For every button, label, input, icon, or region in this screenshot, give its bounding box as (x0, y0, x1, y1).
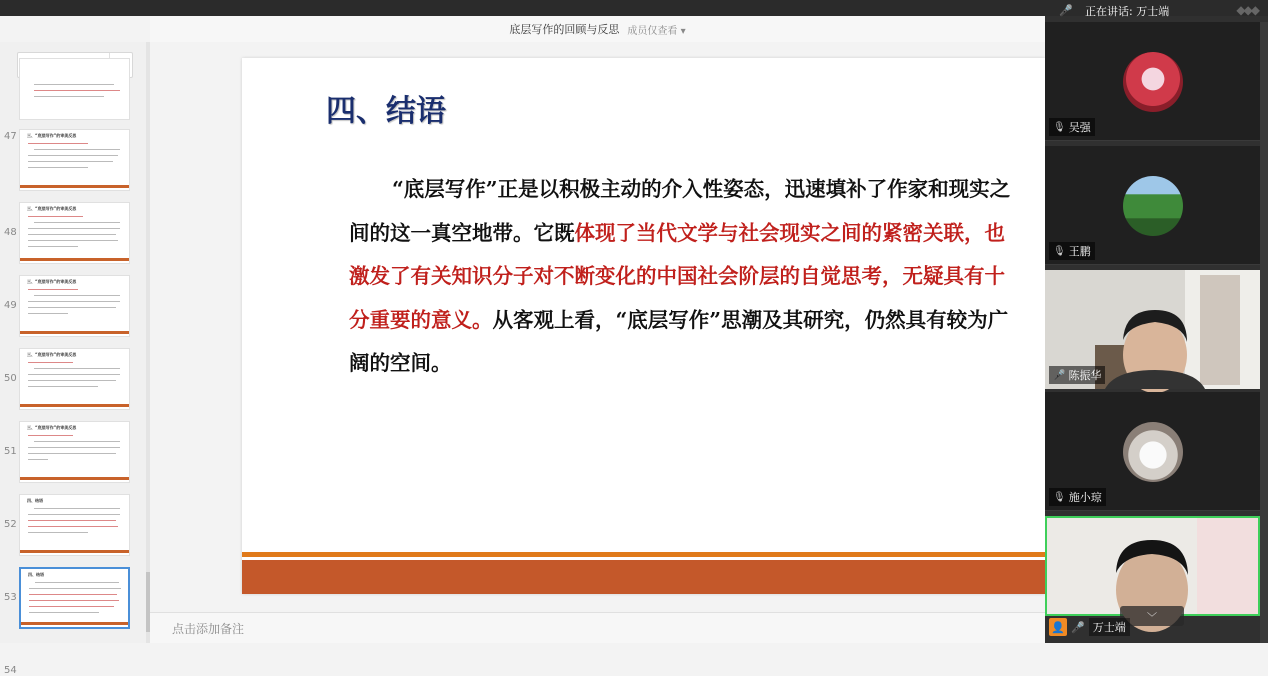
slide-paragraph: “底层写作”正是以积极主动的介入性姿态，迅速填补了作家和现实之间的这一真空地带。它既体现了当代文学与社会现实之间的紧密关联，也激发了有关知识分子对不断变化的中国社会阶层的自觉思考，无疑具有十分重要的意义。从客观上看，“底层写作”思潮及其研究，仍然具有较为广阔的空间。 (349, 177, 1011, 375)
page-number: 53 (4, 592, 17, 603)
footer-accent-bar (242, 560, 1045, 594)
microphone-muted-icon: 🎙 (1053, 491, 1066, 503)
participant-name-tag: 🎙 王鹏 (1049, 242, 1095, 260)
page-thumbnail[interactable]: 三、“底层写作”的审美反思 (19, 421, 130, 483)
self-control-bar (1045, 616, 1260, 638)
slide-heading: 四、结语 (326, 94, 446, 129)
notes-placeholder[interactable]: 点击添加备注 (172, 621, 245, 636)
self-video-tile[interactable] (1045, 516, 1260, 616)
participant-name-tag: 🎤 陈振华 (1049, 366, 1105, 384)
participant-name-tag: 🎙 吴强 (1049, 118, 1095, 136)
page-number: 50 (4, 373, 17, 384)
slide-canvas (150, 42, 1045, 612)
document-title: 底层写作的回顾与反思 (509, 23, 620, 36)
page-thumbnail-panel (0, 42, 150, 676)
page-number: 48 (4, 227, 17, 238)
microphone-muted-icon: 🎙 (1053, 245, 1066, 257)
view-mode-dropdown[interactable]: 成员仅查看 ▾ (627, 25, 686, 37)
speaker-notes[interactable] (150, 612, 1045, 643)
self-name: 万士端 (1089, 618, 1130, 636)
avatar (1123, 422, 1183, 482)
microphone-muted-icon: 🎙 (1053, 121, 1066, 133)
page-thumbnail[interactable]: 三、“底层写作”的审美反思 (19, 129, 130, 191)
chevron-down-icon: ﹀ (1147, 612, 1157, 624)
avatar (1123, 176, 1183, 236)
participant-name-tag: 🎙 施小琼 (1049, 488, 1106, 506)
footer-accent-line (242, 552, 1045, 557)
highlight-text: 体现了当代文学与社会现实之间的紧密关联，也激发了有关知识分子对不断变化的中国社会阶层的自觉思考，无疑具有十分重要的意义。 (349, 220, 1005, 332)
page-number: 54 (4, 665, 17, 676)
page-thumbnail[interactable]: 三、“底层写作”的审美反思 (19, 275, 130, 337)
microphone-icon: 🎤 (1053, 369, 1066, 381)
speaking-label: 正在讲话: 万士端 (1085, 5, 1170, 18)
microphone-active-icon[interactable]: 🎤 (1071, 620, 1085, 634)
current-slide[interactable] (242, 58, 1045, 594)
page-thumbnail[interactable]: 四、结语 (19, 494, 130, 556)
page-number: 47 (4, 131, 17, 142)
document-title-bar (150, 16, 1045, 42)
page-number: 52 (4, 519, 17, 530)
page-thumbnail-selected[interactable]: 四、结语 (19, 567, 130, 629)
page-thumbnail[interactable]: 三、“底层写作”的审美反思 (19, 202, 130, 264)
page-thumbnail[interactable] (19, 58, 130, 120)
page-number: 51 (4, 446, 17, 457)
participant-scrollbar[interactable] (1260, 22, 1268, 643)
speaking-indicator (1045, 0, 1268, 22)
participant-tile[interactable] (1045, 392, 1260, 511)
participant-tile[interactable] (1045, 22, 1260, 141)
person-icon[interactable]: 👤 (1049, 618, 1067, 636)
signal-icon: ◆◆◆ (1236, 3, 1258, 17)
participant-tile[interactable] (1045, 146, 1260, 265)
page-number: 49 (4, 300, 17, 311)
microphone-icon: 🎤 (1059, 4, 1073, 17)
video-feed (1047, 518, 1258, 614)
avatar (1123, 52, 1183, 112)
participant-video-tile[interactable] (1045, 270, 1260, 389)
page-thumbnail[interactable]: 三、“底层写作”的审美反思 (19, 348, 130, 410)
